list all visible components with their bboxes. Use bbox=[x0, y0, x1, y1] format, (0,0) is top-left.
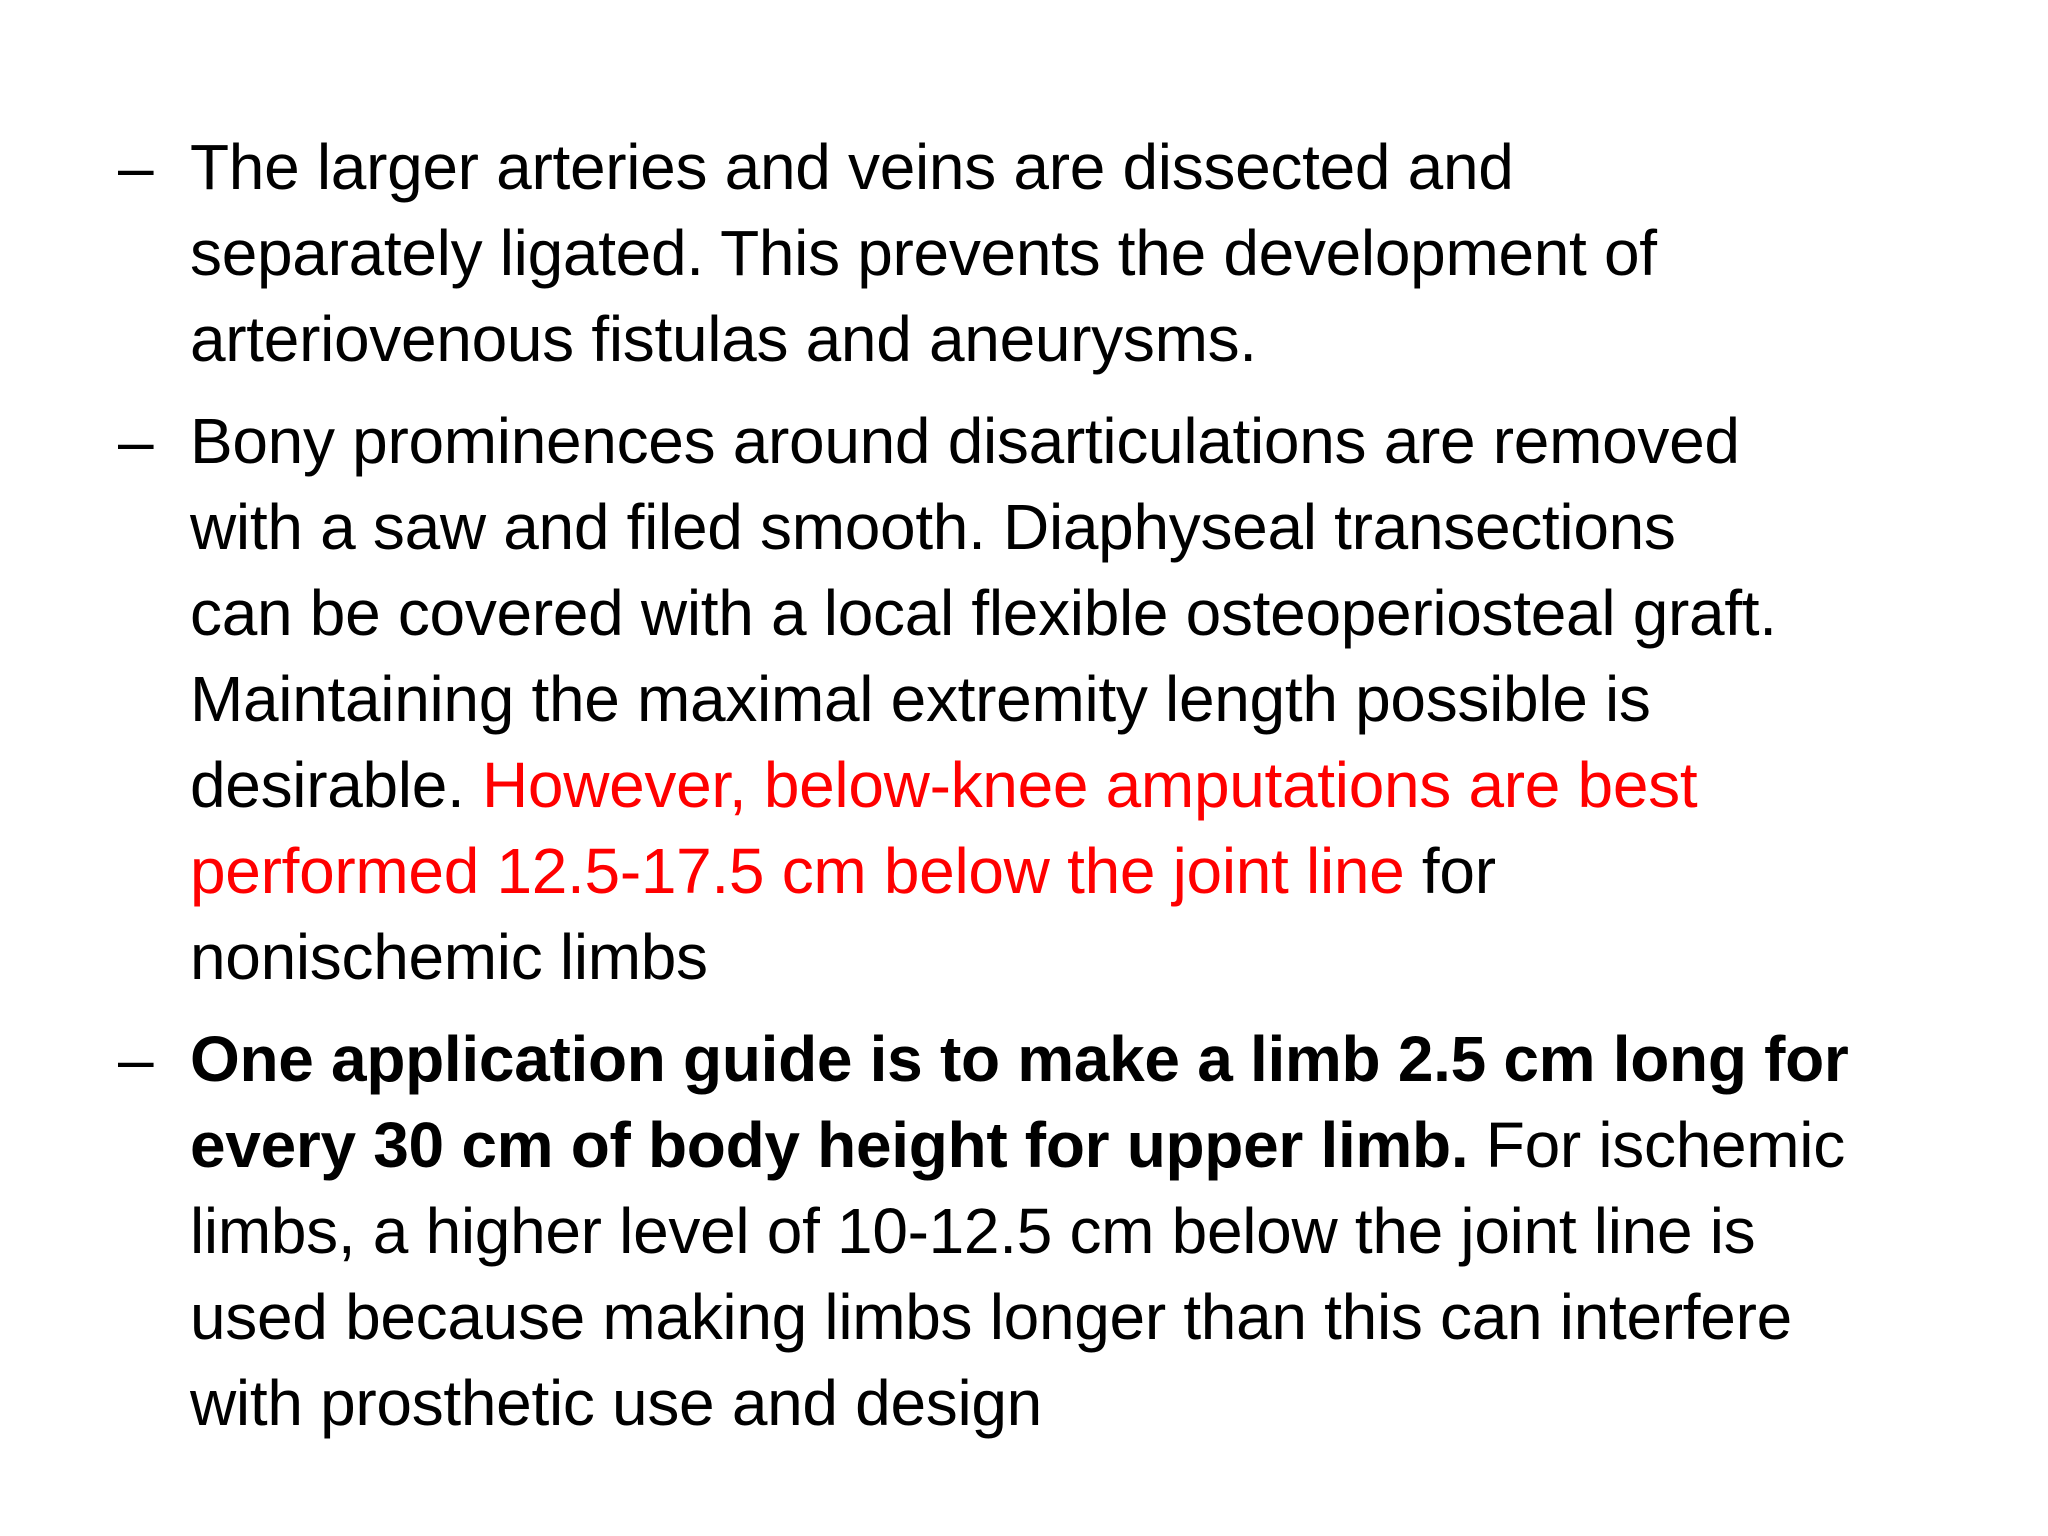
bold-text-line: One application guide is to make a limb 2.5 cm long for bbox=[190, 1023, 1849, 1095]
bullet-dash: – bbox=[118, 405, 154, 477]
text-line: Bony prominences around disarticulations are removed bbox=[190, 405, 1740, 477]
text-line-mixed bbox=[190, 1102, 2038, 1188]
text-line-mixed bbox=[190, 742, 2038, 828]
text-line: arteriovenous fistulas and aneurysms. bbox=[190, 303, 1257, 375]
text-line-mixed bbox=[190, 828, 2038, 914]
text-line: nonischemic limbs bbox=[190, 921, 708, 993]
bullet-bony-prominences bbox=[118, 398, 2038, 1000]
text-line: separately ligated. This prevents the development of bbox=[190, 217, 1657, 289]
text-line: can be covered with a local flexible osteoperiosteal graft. bbox=[190, 577, 1777, 649]
text-line: used because making limbs longer than this can interfere bbox=[190, 1281, 1792, 1353]
text-line: Maintaining the maximal extremity length possible is bbox=[190, 663, 1651, 735]
highlighted-text: performed 12.5-17.5 cm below the joint line bbox=[190, 835, 1405, 907]
bullet-dash: – bbox=[118, 1023, 154, 1095]
text-line: with a saw and filed smooth. Diaphyseal transections bbox=[190, 491, 1676, 563]
plain-text: for bbox=[1404, 835, 1496, 907]
highlighted-text: However, below-knee amputations are best bbox=[481, 749, 1698, 821]
bullet-vessel-ligation bbox=[118, 124, 2038, 382]
bullet-application-guide bbox=[118, 1016, 2038, 1446]
plain-text: For ischemic bbox=[1468, 1109, 1845, 1181]
bullet-dash: – bbox=[118, 131, 154, 203]
plain-text: desirable. bbox=[190, 749, 482, 821]
text-line: limbs, a higher level of 10-12.5 cm below the joint line is bbox=[190, 1195, 1756, 1267]
text-line: The larger arteries and veins are dissected and bbox=[190, 131, 1514, 203]
bold-text: every 30 cm of body height for upper limb. bbox=[190, 1109, 1469, 1181]
text-line: with prosthetic use and design bbox=[190, 1367, 1042, 1439]
bullet-list bbox=[118, 124, 2038, 1462]
